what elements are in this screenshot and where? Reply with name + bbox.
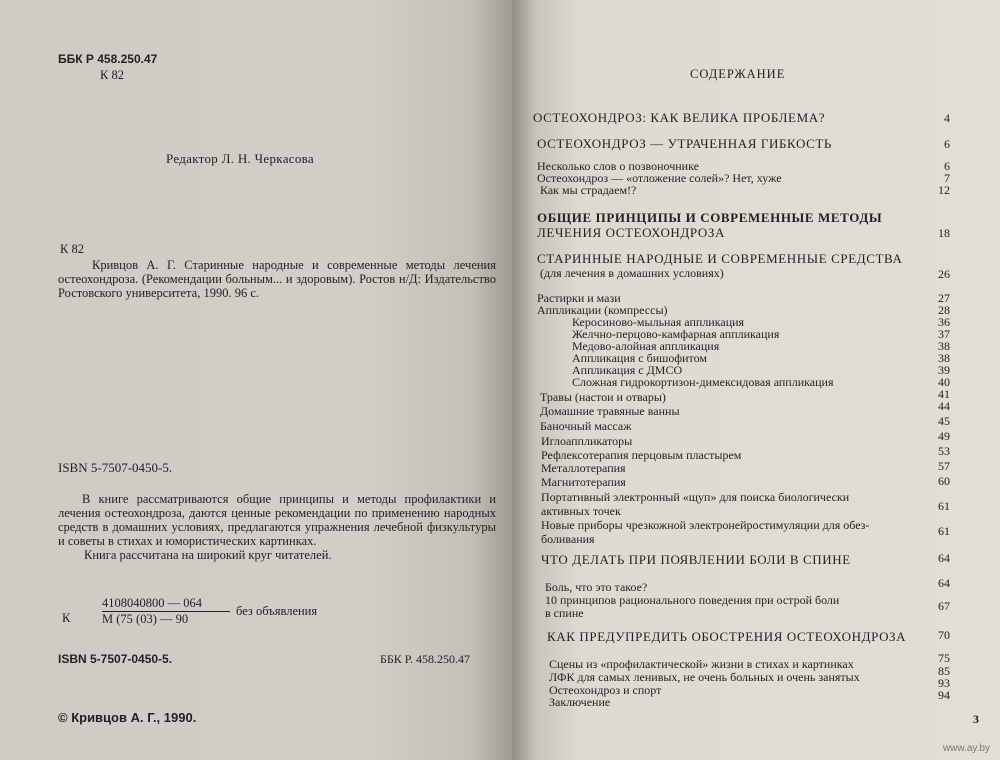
toc-entry-title: СТАРИННЫЕ НАРОДНЫЕ И СОВРЕМЕННЫЕ СРЕДСТВА	[537, 251, 903, 266]
toc-entry-title: Желчно-перцово-камфарная аппликация	[572, 327, 780, 341]
toc-entry-title: Домашние травяные ванны	[540, 404, 680, 418]
toc-entry-title: Аппликация с ДМСО	[572, 363, 683, 377]
toc-entry-page: 40	[938, 375, 950, 389]
copyright: © Кривцов А. Г., 1990.	[58, 710, 197, 725]
toc-entry-page: 7	[944, 171, 950, 185]
toc-entry-title: боливания	[541, 532, 595, 546]
toc-entry-page: 64	[938, 576, 950, 590]
audience-line: Книга рассчитана на широкий круг читателей.	[84, 548, 332, 562]
toc-entry-page: 41	[938, 387, 950, 401]
toc-entry-page: 26	[938, 267, 950, 281]
toc-entry-page: 64	[938, 551, 950, 565]
toc-entry-page: 36	[938, 315, 950, 329]
toc-entry-title: Металлотерапия	[541, 461, 626, 475]
toc-entry-page: 6	[944, 159, 950, 173]
toc-entry-title: КАК ПРЕДУПРЕДИТЬ ОБОСТРЕНИЯ ОСТЕОХОНДРОЗА	[547, 629, 907, 644]
toc-entry-page: 53	[938, 444, 950, 458]
toc-entry-page: 44	[938, 399, 950, 413]
toc-entry-page: 94	[938, 688, 950, 702]
toc-entry-title: Рефлексотерапия перцовым пластырем	[541, 448, 742, 462]
card-index: К 82	[60, 242, 84, 256]
toc-entry-page: 38	[938, 339, 950, 353]
toc-entry-title: активных точек	[541, 504, 621, 518]
toc-entry-title: Магнитотерапия	[541, 475, 626, 489]
toc-entry-page: 4	[944, 111, 950, 125]
toc-entry-title: ЛЕЧЕНИЯ ОСТЕОХОНДРОЗА	[537, 225, 725, 240]
toc-entry-title: ОСТЕОХОНДРОЗ — УТРАЧЕННАЯ ГИБКОСТЬ	[537, 136, 832, 151]
toc-entry-title: Портативный электронный «щуп» для поиска биологически	[541, 490, 850, 504]
toc-entry-title: Сцены из «профилактической» жизни в стихах и картинках	[549, 657, 854, 671]
k-index: К 82	[100, 68, 124, 82]
toc-entry-title: Аппликация с бишофитом	[572, 351, 707, 365]
editor-line: Редактор Л. Н. Черкасова	[166, 151, 314, 166]
toc-entry-title: Заключение	[549, 695, 611, 709]
toc-entry-page: 75	[938, 651, 950, 665]
toc-entry-title: Новые приборы чрезкожной электронейростимуляции для обез-	[541, 518, 870, 532]
toc-entry-page: 18	[938, 226, 950, 240]
page-number: 3	[973, 712, 979, 726]
toc-entry-title: Баночный массаж	[540, 419, 632, 433]
toc-entry-page: 70	[938, 628, 950, 642]
toc-entry-title: Остеохондроз и спорт	[549, 683, 662, 697]
toc-entry-page: 93	[938, 676, 950, 690]
toc-entry-title: Аппликации (компрессы)	[537, 303, 668, 317]
toc-entry-title: ОБЩИЕ ПРИНЦИПЫ И СОВРЕМЕННЫЕ МЕТОДЫ	[537, 210, 883, 225]
toc-entry-page: 38	[938, 351, 950, 365]
toc-entry-title: Боль, что это такое?	[545, 580, 648, 594]
toc-entry-page: 57	[938, 459, 950, 473]
toc-entry-title: ЛФК для самых ленивых, не очень больных и очень занятых	[549, 670, 860, 684]
fraction-numerator: 4108040800 — 064	[102, 596, 230, 612]
fraction-denominator: М (75 (03) — 90	[102, 612, 189, 626]
toc-entry-page: 37	[938, 327, 950, 341]
toc-entry-title: 10 принципов рационального поведения при острой боли	[545, 593, 840, 607]
annotation: В книге рассматриваются общие принципы и методы профилактики и лечения остеохондроза, даются ценные рекомендации по применению народных средств в домашних условиях, предлагаются упражнения лечебной физкультуры и советы в стихах и юмористических картинках.	[58, 492, 496, 548]
toc-entry-page: 61	[938, 524, 950, 538]
price-fraction	[102, 596, 230, 627]
toc-entry-title: Сложная гидрокортизон-димексидовая аппликация	[572, 375, 834, 389]
toc-entry-title: Остеохондроз — «отложение солей»? Нет, хуже	[537, 171, 782, 185]
toc-entry-page: 85	[938, 664, 950, 678]
toc-entry-page: 60	[938, 474, 950, 488]
toc-entry-page: 27	[938, 291, 950, 305]
toc-entry-title: Медово-алойная аппликация	[572, 339, 720, 353]
toc-entry-page: 6	[944, 137, 950, 151]
toc-entry-title: ЧТО ДЕЛАТЬ ПРИ ПОЯВЛЕНИИ БОЛИ В СПИНЕ	[541, 552, 851, 567]
toc-entry-title: в спине	[545, 606, 584, 620]
toc-entry-title: ОСТЕОХОНДРОЗ: КАК ВЕЛИКА ПРОБЛЕМА?	[533, 110, 826, 125]
toc-entry-page: 45	[938, 414, 950, 428]
toc-entry-page: 28	[938, 303, 950, 317]
toc-entry-page: 67	[938, 599, 950, 613]
toc-entry-page: 49	[938, 429, 950, 443]
bbk-bottom: ББК Р. 458.250.47	[380, 652, 470, 666]
toc-entry-page: 61	[938, 499, 950, 513]
toc-entry-title: Иглоаппликаторы	[541, 434, 633, 448]
k-letter: К	[62, 611, 71, 625]
toc-entry-title: Растирки и мази	[537, 291, 621, 305]
watermark: www.ay.by	[942, 743, 990, 754]
isbn-top: ISBN 5-7507-0450-5.	[58, 460, 173, 475]
toc-entry-title: Керосиново-мыльная аппликация	[572, 315, 745, 329]
bbk-top: ББК Р 458.250.47	[58, 52, 158, 66]
toc-entry-page: 39	[938, 363, 950, 377]
toc-entry-title: Как мы страдаем!?	[540, 183, 637, 197]
toc-entry-page: 12	[938, 183, 950, 197]
toc-entry-title: Травы (настои и отвары)	[540, 390, 666, 404]
toc-entry-title: Несколько слов о позвоночнике	[537, 159, 699, 173]
contents-title: СОДЕРЖАНИЕ	[690, 67, 786, 81]
isbn-bottom: ISBN 5-7507-0450-5.	[58, 652, 173, 666]
catalog-card-text: Кривцов А. Г. Старинные народные и современные методы лечения остеохондроза. (Рекомендации больным... и здоровым). Ростов н/Д: Издательство Ростовского университета, 1990. 96 с.	[58, 258, 496, 300]
toc-entry-title: (для лечения в домашних условиях)	[540, 266, 724, 280]
no-announce: без объявления	[236, 604, 318, 618]
